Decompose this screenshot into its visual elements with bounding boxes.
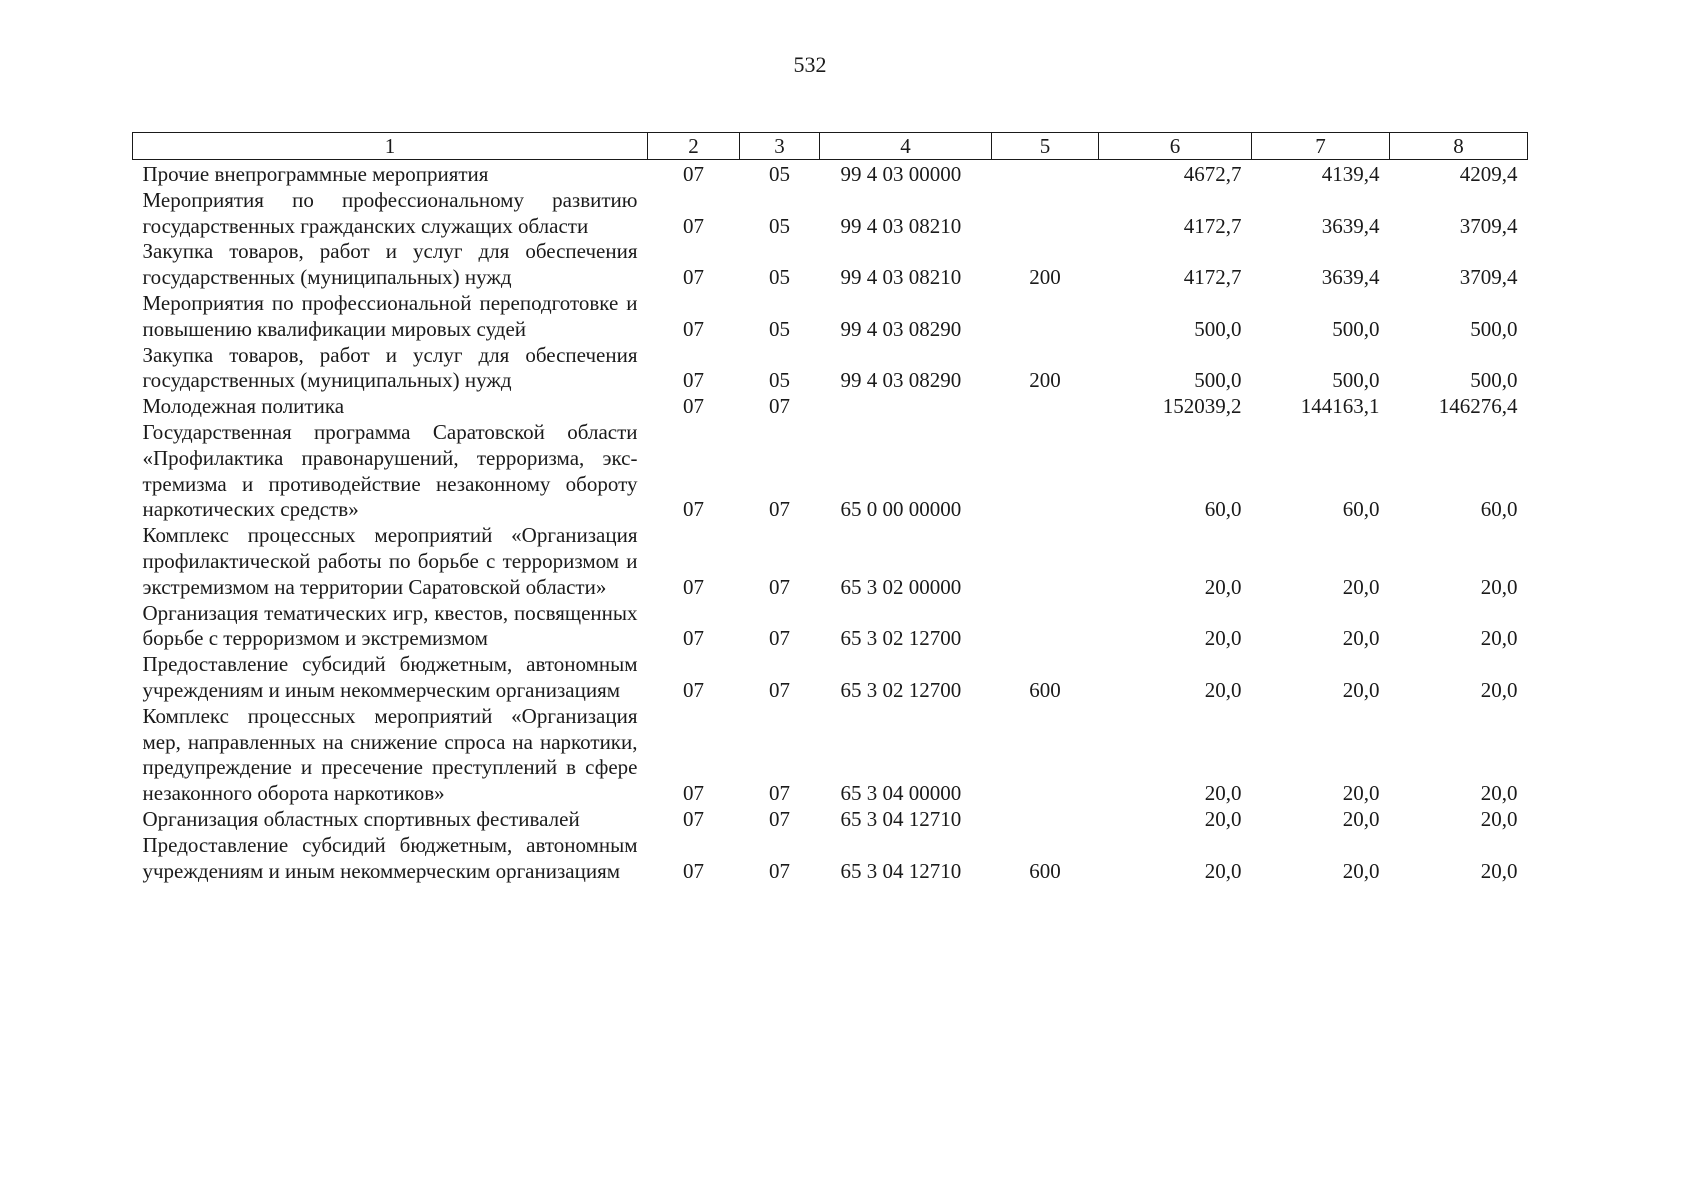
target-article-code: 65 3 04 12710 <box>840 806 962 831</box>
amount-col7: 20,0 <box>1342 677 1380 702</box>
target-article-code: 65 3 02 12700 <box>840 626 962 651</box>
amount-col7: 20,0 <box>1342 806 1380 831</box>
target-article-code: 99 4 03 08210 <box>840 213 962 238</box>
column-header: 1 <box>133 133 648 160</box>
item-name: Мероприятия по профессиональной переподготовке и повышению квалификации мировых судей <box>142 290 638 341</box>
table-header-row <box>133 133 1528 160</box>
subsection-code: 07 <box>769 574 790 599</box>
amount-col6: 4172,7 <box>1183 265 1242 290</box>
budget-table <box>132 132 1528 884</box>
amount-col8: 60,0 <box>1480 497 1518 522</box>
table-row <box>133 704 1528 807</box>
table-row <box>133 420 1528 523</box>
subsection-code: 07 <box>769 394 790 419</box>
amount-col7: 20,0 <box>1342 574 1380 599</box>
amount-col7: 60,0 <box>1342 497 1380 522</box>
table-row <box>133 394 1528 420</box>
section-code: 07 <box>683 162 704 186</box>
table-body <box>133 160 1528 885</box>
expense-type-code: 600 <box>1029 677 1061 702</box>
item-name: Прочие внепрограммные мероприятия <box>142 162 489 186</box>
subsection-code: 07 <box>769 626 790 651</box>
item-name: Организация тематических игр, квестов, посвященных борьбе с терроризмом и экстремизмом <box>142 600 638 651</box>
amount-col7: 20,0 <box>1342 858 1380 883</box>
amount-col8: 500,0 <box>1470 316 1518 341</box>
amount-col6: 20,0 <box>1204 626 1242 651</box>
target-article-code: 99 4 03 00000 <box>840 162 962 186</box>
amount-col6: 500,0 <box>1194 368 1242 393</box>
target-article-code: 65 0 00 00000 <box>840 497 962 522</box>
item-name: Государственная программа Саратовской области «Профилактика правонарушений, терроризма, экстремизма и противодействие незаконному обороту наркотических средств» <box>142 419 638 522</box>
page-number: 532 <box>793 52 827 77</box>
amount-col6: 20,0 <box>1204 858 1242 883</box>
amount-col6: 152039,2 <box>1162 394 1242 419</box>
table-row <box>133 239 1528 291</box>
target-article-code: 65 3 04 00000 <box>840 781 962 806</box>
subsection-code: 05 <box>769 213 790 238</box>
expense-type-code <box>992 807 1099 833</box>
item-name: Предоставление субсидий бюджетным, автономным учреждениям и иным некоммерческим организациям <box>142 652 638 702</box>
column-header: 5 <box>992 133 1099 160</box>
item-name: Закупка товаров, работ и услуг для обеспечения государственных (муниципальных) нужд <box>142 342 638 393</box>
subsection-code: 07 <box>769 781 790 806</box>
section-code: 07 <box>683 497 704 522</box>
subsection-code: 05 <box>769 368 790 393</box>
amount-col8: 146276,4 <box>1438 394 1518 419</box>
table-row <box>133 160 1528 188</box>
amount-col6: 20,0 <box>1204 806 1242 831</box>
expense-type-code <box>992 188 1099 240</box>
amount-col8: 20,0 <box>1480 677 1518 702</box>
amount-col8: 20,0 <box>1480 574 1518 599</box>
amount-col6: 4172,7 <box>1183 213 1242 238</box>
amount-col8: 20,0 <box>1480 858 1518 883</box>
table-row <box>133 291 1528 343</box>
expense-type-code <box>992 523 1099 600</box>
column-header: 8 <box>1390 133 1528 160</box>
target-article-code: 99 4 03 08290 <box>840 368 962 393</box>
subsection-code: 07 <box>769 806 790 831</box>
amount-col8: 3709,4 <box>1459 213 1518 238</box>
amount-col7: 20,0 <box>1342 781 1380 806</box>
expense-type-code: 200 <box>1029 265 1061 290</box>
amount-col6: 60,0 <box>1204 497 1242 522</box>
target-article-code <box>820 394 992 420</box>
target-article-code: 65 3 02 00000 <box>840 574 962 599</box>
column-header: 3 <box>740 133 820 160</box>
subsection-code: 07 <box>769 497 790 522</box>
section-code: 07 <box>683 677 704 702</box>
section-code: 07 <box>683 806 704 831</box>
amount-col8: 3709,4 <box>1459 265 1518 290</box>
expense-type-code: 600 <box>1029 858 1061 883</box>
item-name: Комплекс процессных мероприятий «Организация профилактической работы по борьбе с терроризмом и экстремизмом на территории Саратовской области» <box>142 523 638 599</box>
amount-col7: 3639,4 <box>1321 213 1380 238</box>
amount-col7: 144163,1 <box>1300 394 1380 419</box>
item-name: Организация областных спортивных фестивалей <box>142 806 580 831</box>
expense-type-code <box>992 704 1099 807</box>
amount-col7: 500,0 <box>1332 316 1380 341</box>
column-header: 7 <box>1252 133 1390 160</box>
section-code: 07 <box>683 781 704 806</box>
amount-col7: 3639,4 <box>1321 265 1380 290</box>
expense-type-code: 200 <box>1029 368 1061 393</box>
section-code: 07 <box>683 265 704 290</box>
amount-col7: 20,0 <box>1342 626 1380 651</box>
column-header: 4 <box>820 133 992 160</box>
amount-col8: 500,0 <box>1470 368 1518 393</box>
section-code: 07 <box>683 368 704 393</box>
expense-type-code <box>992 420 1099 523</box>
table-row <box>133 601 1528 653</box>
section-code: 07 <box>683 213 704 238</box>
column-header: 6 <box>1099 133 1252 160</box>
table-row <box>133 343 1528 395</box>
item-name: Комплекс процессных мероприятий «Организация мер, направленных на снижение спроса на наркотики, предупреждение и пресечение преступлений в сфере незаконного оборота наркотиков» <box>142 703 638 806</box>
table-row <box>133 833 1528 885</box>
amount-col6: 4672,7 <box>1183 162 1242 186</box>
target-article-code: 65 3 04 12710 <box>840 858 962 883</box>
amount-col8: 4209,4 <box>1459 162 1518 186</box>
target-article-code: 99 4 03 08290 <box>840 316 962 341</box>
item-name: Закупка товаров, работ и услуг для обеспечения государственных (муниципальных) нужд <box>142 239 638 290</box>
table-row <box>133 652 1528 704</box>
amount-col8: 20,0 <box>1480 806 1518 831</box>
amount-col6: 20,0 <box>1204 574 1242 599</box>
expense-type-code <box>992 601 1099 653</box>
section-code: 07 <box>683 858 704 883</box>
subsection-code: 07 <box>769 858 790 883</box>
section-code: 07 <box>683 626 704 651</box>
item-name: Мероприятия по профессиональному развитию государственных гражданских служащих области <box>142 187 638 238</box>
item-name: Молодежная политика <box>142 394 345 419</box>
subsection-code: 07 <box>769 677 790 702</box>
section-code: 07 <box>683 394 704 419</box>
amount-col7: 500,0 <box>1332 368 1380 393</box>
subsection-code: 05 <box>769 162 790 186</box>
amount-col8: 20,0 <box>1480 626 1518 651</box>
amount-col8: 20,0 <box>1480 781 1518 806</box>
amount-col6: 20,0 <box>1204 677 1242 702</box>
subsection-code: 05 <box>769 265 790 290</box>
amount-col6: 500,0 <box>1194 316 1242 341</box>
item-name: Предоставление субсидий бюджетным, автономным учреждениям и иным некоммерческим организациям <box>142 832 638 883</box>
expense-type-code <box>992 394 1099 420</box>
table-row <box>133 523 1528 600</box>
expense-type-code <box>992 160 1099 188</box>
target-article-code: 99 4 03 08210 <box>840 265 962 290</box>
amount-col6: 20,0 <box>1204 781 1242 806</box>
target-article-code: 65 3 02 12700 <box>840 677 962 702</box>
section-code: 07 <box>683 316 704 341</box>
subsection-code: 05 <box>769 316 790 341</box>
section-code: 07 <box>683 574 704 599</box>
table-row <box>133 807 1528 833</box>
table-row <box>133 188 1528 240</box>
column-header: 2 <box>648 133 740 160</box>
amount-col7: 4139,4 <box>1321 162 1380 186</box>
expense-type-code <box>992 291 1099 343</box>
